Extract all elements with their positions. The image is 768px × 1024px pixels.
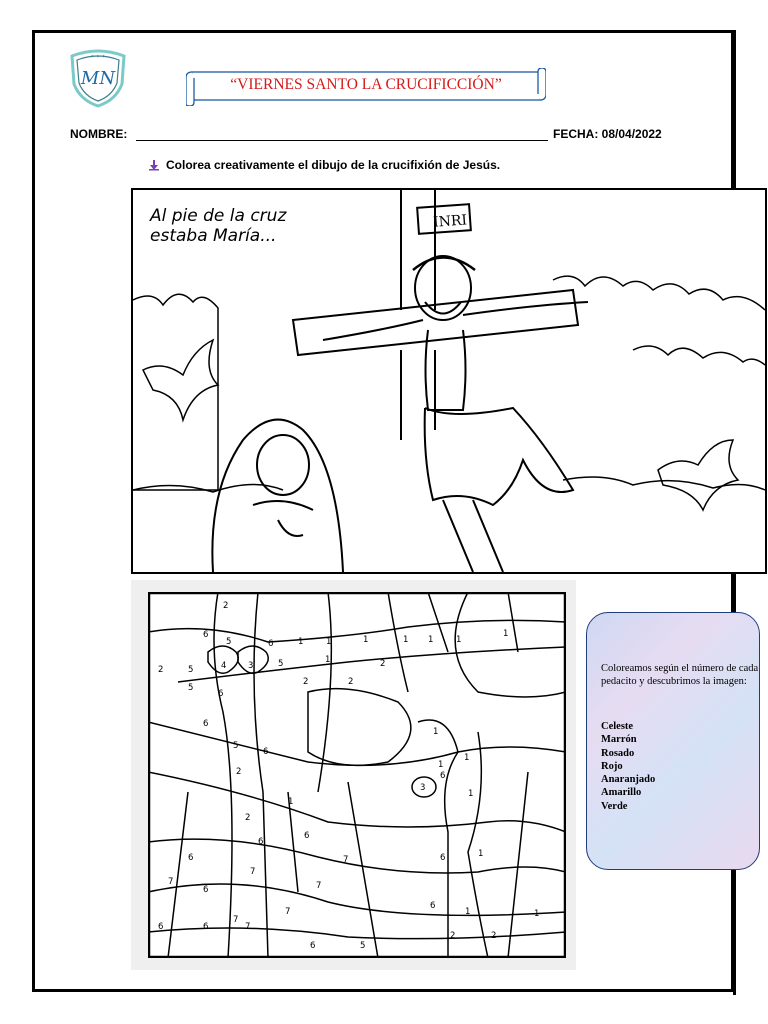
puzzle-number: 6 — [304, 831, 310, 841]
puzzle-number: 6 — [440, 853, 446, 863]
puzzle-number: 5 — [233, 741, 239, 751]
puzzle-number: 1 — [325, 655, 331, 665]
puzzle-number: 6 — [188, 853, 194, 863]
puzzle-number: 2 — [236, 767, 242, 777]
puzzle-number: 6 — [158, 922, 164, 932]
puzzle-number: 5 — [360, 941, 366, 951]
color-by-number-puzzle — [148, 592, 566, 958]
legend-color-item: Rosado — [601, 747, 635, 759]
school-logo — [66, 46, 130, 108]
puzzle-number: 2 — [223, 601, 229, 611]
puzzle-number: 7 — [343, 855, 349, 865]
puzzle-number: 6 — [203, 885, 209, 895]
puzzle-number: 5 — [226, 637, 232, 647]
legend-color-item: Verde — [601, 800, 628, 812]
arrow-bullet-icon — [148, 159, 160, 171]
svg-text:✦ ✦ ✦: ✦ ✦ ✦ — [90, 54, 106, 60]
puzzle-number: 1 — [403, 635, 409, 645]
name-label: NOMBRE: — [70, 127, 128, 141]
legend-intro: Coloreamos según el número de cada pedacito y descubrimos la imagen: — [601, 663, 759, 687]
puzzle-number: 6 — [218, 689, 224, 699]
puzzle-number: 6 — [263, 747, 269, 757]
puzzle-number: 7 — [245, 922, 251, 932]
puzzle-number: 3 — [248, 661, 254, 671]
legend-color-item: Anaranjado — [601, 774, 656, 786]
puzzle-number: 1 — [438, 760, 444, 770]
puzzle-number: 6 — [440, 771, 446, 781]
puzzle-number: 1 — [468, 789, 474, 799]
puzzle-number: 2 — [491, 931, 497, 941]
puzzle-number: 1 — [465, 907, 471, 917]
puzzle-number: 4 — [221, 661, 227, 671]
puzzle-number: 7 — [168, 877, 174, 887]
puzzle-number: 1 — [456, 635, 462, 645]
puzzle-number: 1 — [433, 727, 439, 737]
legend-color-item: Rojo — [601, 760, 623, 772]
puzzle-number: 3 — [420, 783, 426, 793]
puzzle-number: 2 — [380, 659, 386, 669]
puzzle-number: 1 — [288, 797, 294, 807]
crucifixion-illustration — [133, 190, 765, 572]
puzzle-number: 7 — [316, 881, 322, 891]
puzzle-number: 1 — [464, 753, 470, 763]
legend-color-item: Amarillo — [601, 787, 642, 799]
puzzle-number: 6 — [203, 630, 209, 640]
puzzle-number: 1 — [298, 637, 304, 647]
puzzle-number: 6 — [203, 922, 209, 932]
puzzle-number: 2 — [158, 665, 164, 675]
puzzle-number: 6 — [430, 901, 436, 911]
legend-color-item: Marrón — [601, 734, 637, 746]
puzzle-number: 1 — [428, 635, 434, 645]
puzzle-number: 1 — [534, 909, 540, 919]
puzzle-number: 1 — [363, 635, 369, 645]
puzzle-number: 5 — [278, 659, 284, 669]
puzzle-number: 2 — [303, 677, 309, 687]
puzzle-number: 5 — [188, 665, 194, 675]
caption-line-2: estaba María... — [150, 226, 277, 246]
instruction-text: Colorea creativamente el dibujo de la crucifixión de Jesús. — [166, 158, 501, 172]
puzzle-number: 6 — [310, 941, 316, 951]
puzzle-number: 2 — [450, 931, 456, 941]
puzzle-number: 7 — [233, 915, 239, 925]
puzzle-number: 2 — [245, 813, 251, 823]
puzzle-number: 2 — [348, 677, 354, 687]
puzzle-number: 1 — [478, 849, 484, 859]
legend-color-item: Celeste — [601, 721, 634, 732]
puzzle-number: 7 — [285, 907, 291, 917]
logo-monogram: MN — [80, 68, 116, 89]
date-label: FECHA: 08/04/2022 — [553, 127, 662, 141]
puzzle-number: 7 — [250, 867, 256, 877]
puzzle-number: 1 — [326, 637, 332, 647]
puzzle-number: 6 — [268, 639, 274, 649]
cross-sign-text: INRI — [432, 212, 468, 231]
worksheet-title: “VIERNES SANTO LA CRUCIFICCIÓN” — [230, 76, 502, 93]
puzzle-number: 6 — [258, 837, 264, 847]
puzzle-number: 1 — [503, 629, 509, 639]
drawing-caption — [150, 206, 286, 246]
puzzle-number: 5 — [188, 683, 194, 693]
caption-line-1: Al pie de la cruz — [150, 206, 287, 226]
legend-color-list — [601, 720, 655, 813]
puzzle-number: 6 — [203, 719, 209, 729]
name-field-line[interactable] — [136, 140, 548, 141]
